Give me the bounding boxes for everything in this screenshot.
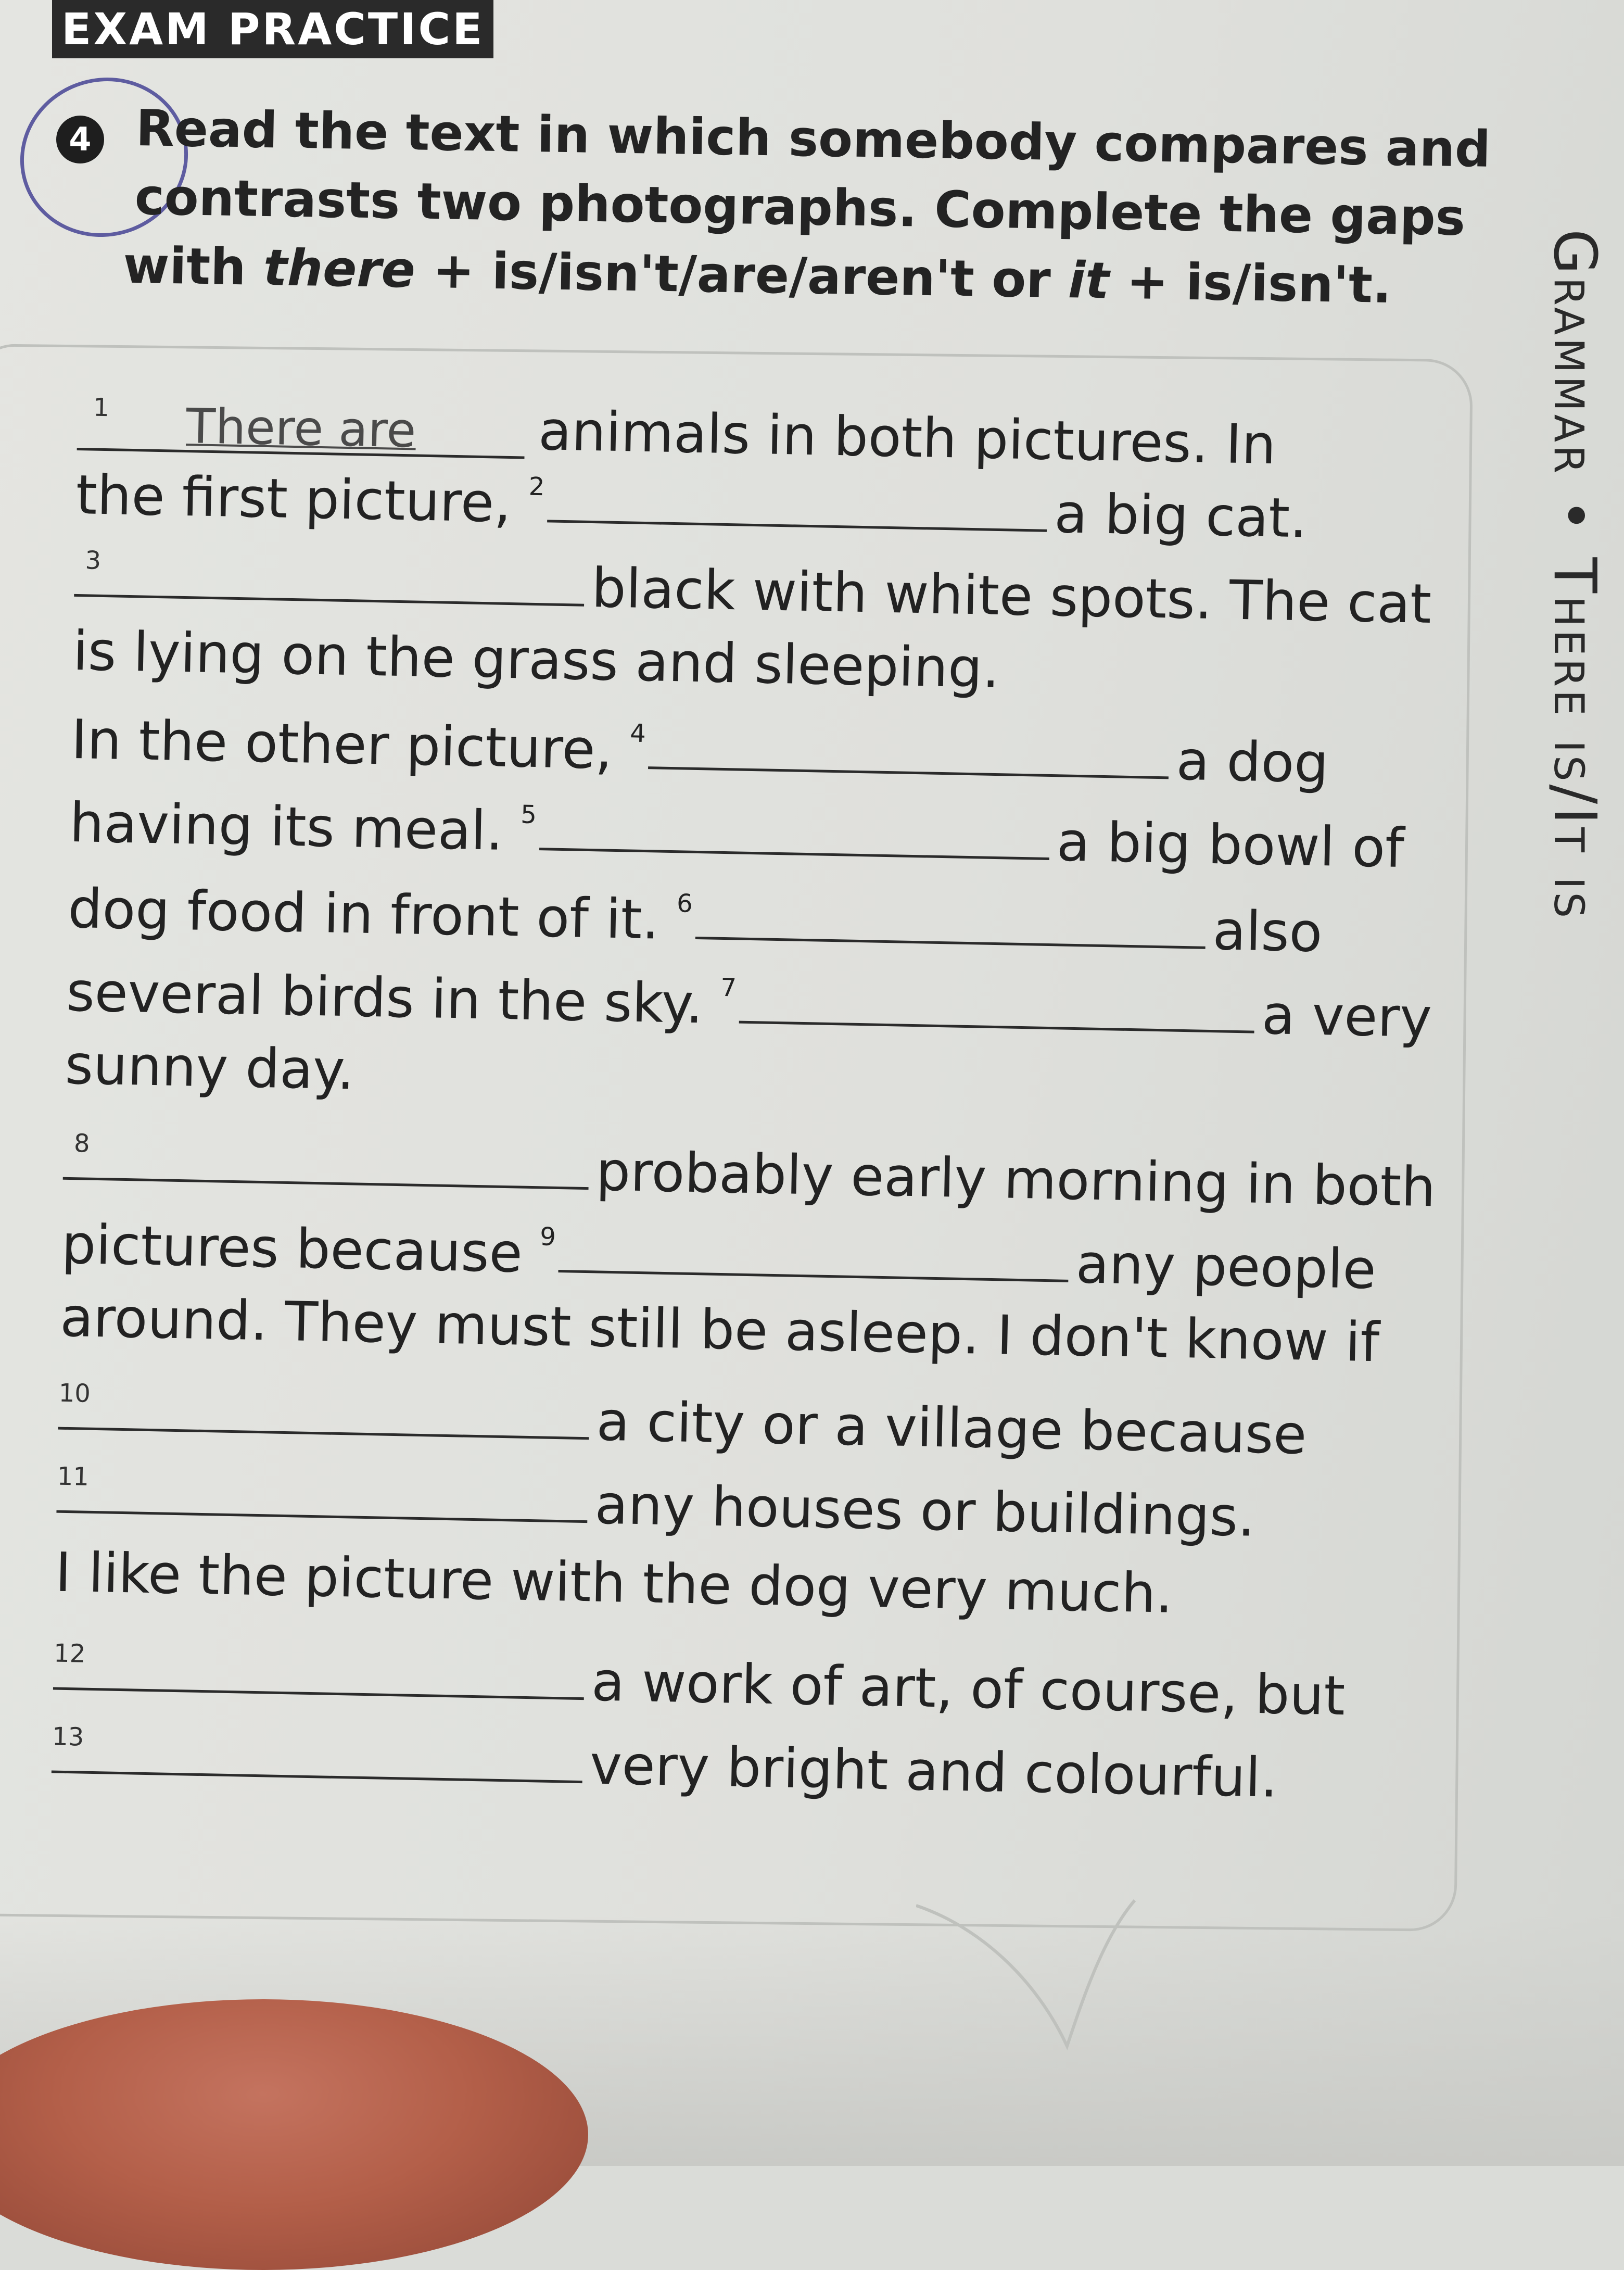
gap-10-blank[interactable] bbox=[58, 1401, 589, 1440]
text-segment: animals in both pictures. In bbox=[538, 399, 1277, 477]
gap-11-blank[interactable] bbox=[56, 1484, 588, 1523]
text-line-15: I like the picture with the dog very much. bbox=[55, 1540, 1174, 1625]
exercise-instructions bbox=[122, 94, 1491, 320]
gap-6-blank[interactable] bbox=[695, 911, 1206, 949]
speech-bubble-tail bbox=[916, 1895, 1187, 2051]
text-segment: a dog bbox=[1175, 728, 1329, 796]
gap-number: 6 bbox=[676, 889, 693, 918]
instructions-italic: there bbox=[263, 238, 416, 299]
text-segment: a very bbox=[1261, 982, 1432, 1050]
side-chapter-title: Grammar • There is/It is bbox=[1541, 229, 1608, 922]
gap-number: 1 bbox=[93, 393, 110, 423]
gap-number: 5 bbox=[520, 800, 537, 830]
text-segment: very bright and colourful. bbox=[589, 1733, 1278, 1810]
text-line-4: is lying on the grass and sleeping. bbox=[72, 619, 1000, 701]
text-segment: a work of art, of course, but bbox=[591, 1649, 1346, 1728]
gap-8-blank[interactable] bbox=[63, 1151, 589, 1190]
text-segment: a big cat. bbox=[1054, 482, 1308, 550]
text-line-9: sunny day. bbox=[64, 1032, 356, 1102]
gap-number: 13 bbox=[52, 1722, 84, 1752]
gap-number: 3 bbox=[85, 546, 102, 575]
gap-1-answer[interactable]: There are bbox=[77, 401, 526, 459]
gap-number: 11 bbox=[57, 1461, 90, 1492]
text-segment: a big bowl of bbox=[1056, 810, 1405, 880]
section-tag: EXAM PRACTICE bbox=[52, 0, 493, 58]
gap-number: 2 bbox=[528, 472, 545, 502]
text-segment: the first picture, bbox=[75, 462, 512, 535]
text-segment: pictures because bbox=[61, 1212, 523, 1285]
text-segment: a city or a village because bbox=[595, 1389, 1308, 1467]
instructions-line-1: Read the text in which somebody compares and bbox=[135, 98, 1491, 179]
gap-number: 10 bbox=[58, 1378, 91, 1408]
text-segment: In the other picture, bbox=[70, 707, 613, 781]
gap-5-blank[interactable] bbox=[539, 822, 1050, 860]
gap-number: 8 bbox=[73, 1129, 91, 1158]
gap-number: 4 bbox=[629, 718, 646, 749]
gap-12-blank[interactable] bbox=[53, 1661, 585, 1700]
instructions-line-2: contrasts two photographs. Complete the gaps bbox=[134, 167, 1466, 247]
gap-13-blank[interactable] bbox=[52, 1745, 583, 1784]
gap-3-blank[interactable] bbox=[74, 568, 585, 607]
text-segment: also bbox=[1212, 899, 1323, 965]
instructions-text: + is/isn't. bbox=[1108, 251, 1392, 314]
instructions-italic: it bbox=[1068, 251, 1110, 310]
gap-number: 7 bbox=[720, 973, 737, 1003]
gap-4-blank[interactable] bbox=[648, 740, 1169, 779]
gap-number: 12 bbox=[53, 1638, 86, 1669]
text-segment: having its meal. bbox=[69, 790, 504, 863]
text-segment: dog food in front of it. bbox=[67, 876, 660, 952]
text-line-12: around. They must still be asleep. I don't know if bbox=[59, 1285, 1380, 1374]
text-segment: probably early morning in both bbox=[595, 1139, 1437, 1219]
text-segment: black with white spots. The cat bbox=[591, 556, 1432, 636]
text-segment: any people bbox=[1075, 1232, 1377, 1302]
gap-9-blank[interactable] bbox=[559, 1244, 1069, 1282]
text-segment: several birds in the sky. bbox=[66, 960, 704, 1036]
text-segment: any houses or buildings. bbox=[594, 1472, 1256, 1549]
gap-7-blank[interactable] bbox=[739, 995, 1255, 1033]
instructions-text: with bbox=[122, 236, 264, 297]
gap-2-blank[interactable] bbox=[547, 494, 1047, 532]
gap-number: 9 bbox=[539, 1222, 556, 1252]
instructions-text: + is/isn't/are/aren't or bbox=[414, 241, 1069, 310]
exercise-number-badge: 4 bbox=[56, 116, 104, 163]
